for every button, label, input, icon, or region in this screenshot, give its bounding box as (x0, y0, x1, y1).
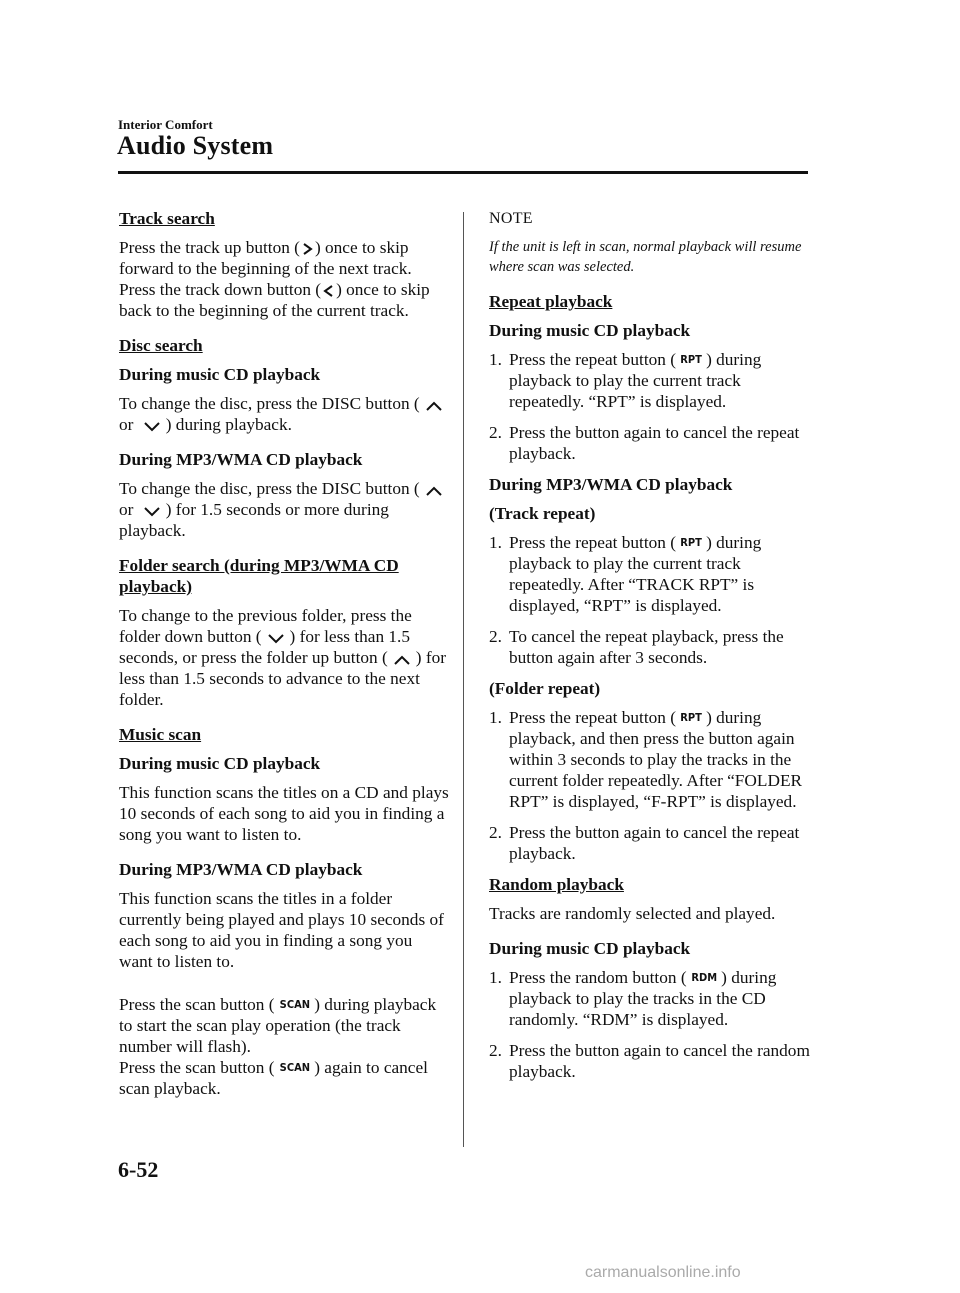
repeat-cd-step-2: 2. Press the button again to cancel the repeat playback. (489, 423, 800, 463)
rdm-button-icon: RDM (691, 971, 717, 984)
folder-search-heading: Folder search (during MP3/WMA CD playback) (119, 556, 399, 596)
music-scan-cd-text: This function scans the titles on a CD and plays 10 seconds of each song to aid you in finding a song you want to listen to. (119, 783, 449, 844)
scan-button-icon: SCAN (279, 998, 310, 1011)
music-scan-mp3-subheading: During MP3/WMA CD playback (119, 860, 363, 879)
disc-search-mp3-text: To change the disc, press the DISC button ( or ) for 1.5 seconds or more during playback. (119, 478, 449, 541)
folder-search-text: To change to the previous folder, press the folder down button ( ) for less than 1.5 seconds, or press the folder up button ( ) for less than 1.5 seconds to advance to the next folder. (119, 606, 446, 709)
repeat-mp3-subheading: During MP3/WMA CD playback (489, 475, 733, 494)
folder-repeat-subheading: (Folder repeat) (489, 679, 601, 698)
chevron-up-icon (422, 401, 446, 411)
track-repeat-step-1: 1. Press the repeat button ( RPT ) during playback to play the current track repeatedly. After “TRACK RPT” is displayed, “RPT” is displayed. (489, 533, 762, 615)
chevron-down-icon (264, 634, 288, 644)
music-scan-mp3-text: This function scans the titles in a folder currently being played and plays 10 seconds of each song to aid you in finding a song you want to listen to. (119, 889, 444, 971)
repeat-playback-heading: Repeat playback (489, 292, 613, 311)
rpt-button-icon: RPT (680, 353, 702, 366)
disc-search-heading: Disc search (119, 336, 203, 355)
scan-start-text: Press the scan button ( SCAN ) during playback to start the scan play operation (the track number will flash). (119, 995, 437, 1056)
music-scan-heading: Music scan (119, 725, 202, 744)
random-step-1: 1. Press the random button ( RDM ) during playback to play the tracks in the CD randomly. “RDM” is displayed. (489, 968, 777, 1029)
left-column (119, 208, 449, 1107)
page-number: 6-52 (118, 1157, 159, 1182)
header-rule (118, 171, 808, 174)
random-playback-heading: Random playback (489, 875, 624, 894)
disc-search-cd-text: To change the disc, press the DISC button ( or ) during playback. (119, 393, 449, 435)
column-divider (463, 212, 464, 1147)
repeat-cd-step-1: 1. Press the repeat button ( RPT ) during playback to play the current track repeatedly. “RPT” is displayed. (489, 350, 762, 411)
right-column (489, 208, 814, 1092)
scan-cancel-text: Press the scan button ( SCAN ) again to cancel scan playback. (119, 1058, 428, 1098)
chevron-right-icon (302, 243, 313, 255)
chevron-left-icon (323, 285, 334, 297)
random-step-2: 2. Press the button again to cancel the random playback. (489, 1041, 810, 1081)
chevron-down-icon (140, 422, 164, 432)
chevron-up-icon (422, 486, 446, 496)
folder-repeat-step-1: 1. Press the repeat button ( RPT ) during playback, and then press the button again within 3 seconds to play the tracks in the current folder repeatedly. After “FOLDER RPT” is displayed, “F-RPT” is displayed. (489, 708, 803, 811)
chevron-up-icon (390, 655, 414, 665)
watermark[interactable]: carmanualsonline.info (585, 1264, 741, 1281)
repeat-cd-subheading: During music CD playback (489, 321, 691, 340)
note-text: If the unit is left in scan, normal playback will resume where scan was selected. (489, 239, 802, 275)
disc-search-cd-subheading: During music CD playback (119, 365, 321, 384)
track-repeat-subheading: (Track repeat) (489, 504, 596, 523)
scan-button-icon: SCAN (279, 1061, 310, 1074)
random-cd-subheading: During music CD playback (489, 939, 691, 958)
track-repeat-step-2: 2. To cancel the repeat playback, press the button again after 3 seconds. (489, 627, 784, 667)
track-search-heading: Track search (119, 209, 215, 228)
chevron-down-icon (140, 507, 164, 517)
section-label: Interior Comfort (118, 117, 213, 132)
music-scan-cd-subheading: During music CD playback (119, 754, 321, 773)
note-title: NOTE (489, 210, 533, 227)
disc-search-mp3-subheading: During MP3/WMA CD playback (119, 450, 363, 469)
track-search-text: Press the track up button ( ) once to skip forward to the beginning of the next track. Press the track down button ( ) once to skip back to the beginning of the current track. (119, 238, 430, 320)
page-title: Audio System (117, 131, 274, 160)
rpt-button-icon: RPT (680, 711, 702, 724)
random-intro-text: Tracks are randomly selected and played. (489, 904, 776, 923)
folder-repeat-step-2: 2. Press the button again to cancel the repeat playback. (489, 823, 800, 863)
rpt-button-icon: RPT (680, 536, 702, 549)
